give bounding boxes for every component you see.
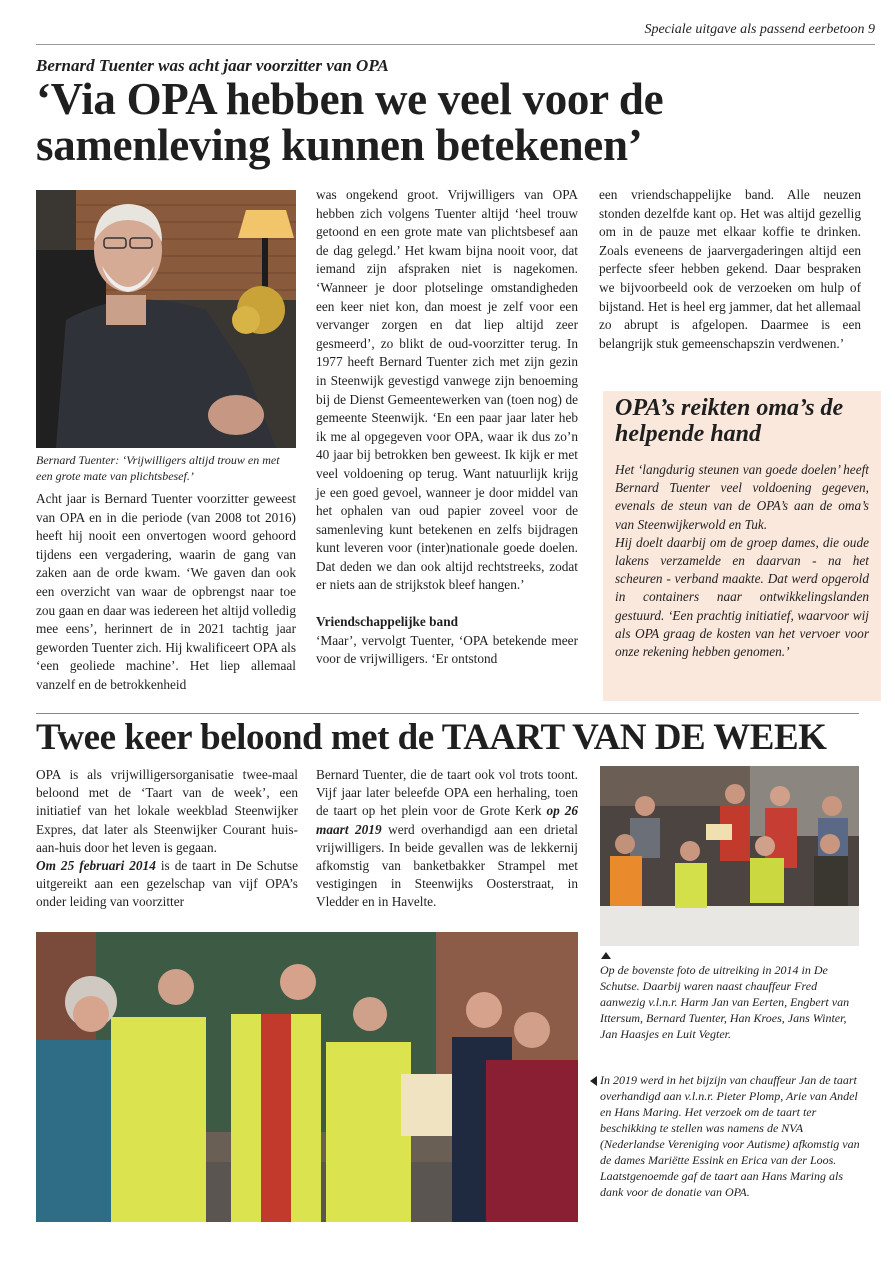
- page-label: Speciale uitgave als passend eerbetoon 9: [644, 22, 875, 37]
- caption-arrow-up-icon: [601, 952, 611, 959]
- group-photo-2014: [600, 766, 859, 946]
- article2-column-1: [36, 766, 298, 912]
- article2-column-2: [316, 766, 578, 912]
- sidebar-text: [615, 461, 869, 661]
- portrait-caption: Bernard Tuenter: ‘Vrijwilligers altijd trouw en met een grote mate van plichtsbesef.’: [36, 453, 280, 483]
- article-column-3: [599, 186, 861, 353]
- subheading: Vriendschappelijke band: [316, 614, 458, 630]
- paragraph: een vriendschappelijke band. Alle neuzen stonden dezelfde kant op. Het was altijd gezellig om in de pauze met elkaar koffie te drinken. Zoals eveneens de jaarvergaderingen altijd een perfecte sfeer hebben gekend. Daar bespraken we bijvoorbeeld ook de verzoeken om hulp of bijstand. Het is heel erg jammer, dat het allemaal zo abrupt is afgelopen. Daarmee is een belangrijk stuk gemeenschapszin verdwenen.’: [599, 187, 861, 351]
- paragraph: was ongekend groot. Vrijwilligers van OPA hebben zich volgens Tuenter altijd ‘heel trouw getoond en een grote mate van plichtsbesef aan de dag gelegd.’ Het kwam bijna nooit voor, dat iemand zijn afspraken niet is nagekomen. ‘Wanneer je door plotselinge omstandigheden een keer niet kon, dan moest je zelf voor een vervanger zorgen en dat liep altijd zeer gesmeerd’, zo blikt de oud-voorzitter terug. In 1977 heeft Bernard Tuenter zich met zijn gezin in Steenwijk gevestigd vanwege zijn benoeming bij de Dienst Gemeentewerken van (toen nog) de gemeente Steenwijk. ‘En een paar jaar later heb ik me al opgegeven voor OPA, waar ik dus zo’n 40 jaar bij betrokken ben geweest. Ik kijk er met veel voldoening op terug. Want natuurlijk krijg je een goed gevoel, wanneer je door middel van het ophalen van oud papier zoveel voor de samenleving kunt betekenen en zelfs bijdragen kunt leveren voor (inter)nationale goede doelen. Dat deden we dan ook altijd rechtstreeks, zodat er niets aan de strijkstok bleef hangen.’: [316, 187, 578, 593]
- caption-photo-2019: In 2019 werd in het bijzijn van chauffeur Jan de taart overhandigd aan v.l.n.r. Pieter Plomp, Arie van Andel en Hans Maring. Het verzoek om de taart ter beschikking te stellen was namens de NVA (Nederlandse Vereniging voor Autisme) afkomstig van de dames Mariëtte Essink en Erica van der Loos. Laatstgenoemde gaf de taart aan Hans Maring als dank voor de donatie van OPA.: [600, 1073, 860, 1199]
- paragraph: OPA is als vrijwilligersorganisatie twee-maal beloond met de ‘Taart van de week’, een initiatief van het lokale weekblad Steenwijker Expres, dat later als Steenwijker Courant huis-aan-huis door het leven is gegaan.: [36, 767, 298, 855]
- paragraph: werd overhandigd aan een drietal vrijwilligers. In beide gevallen was de lekkernij afkomstig van banketbakker Strampel met vestigingen in Steenwijks Oosterstraat, in Vledder en in Havelte.: [316, 821, 578, 910]
- caption-photo-2014: Op de bovenste foto de uitreiking in 2014 in De Schutse. Daarbij waren naast chauffeur Fred aanwezig v.l.n.r. Harm Jan van Eerten, Engbert van Ittersum, Bernard Tuenter, Han Kroes, Jans Winter, Jan Haasjes en Luit Vegter.: [600, 963, 850, 1041]
- article-headline: ‘Via OPA hebben we veel voor de samenleving kunnen betekenen’: [36, 74, 664, 170]
- date-highlight: op 26 maart 2019: [316, 803, 578, 837]
- sidebar-box: [603, 391, 881, 701]
- paragraph: Acht jaar is Bernard Tuenter voorzitter geweest van OPA en in die periode (van 2008 tot 2016) heeft hij nooit een onvertogen woord gehoord tijdens een vergadering, waarin de gang van zaken aan de orde kwam. ‘We gaven dan ook een overzicht van waar de opbrengst naar toe zou gaan en daar was iedereen het altijd volledig mee eens’, herinnert de in 2021 tachtig jaar geworden Tuenter zich. Hij kwalificeert OPA als ‘een geoliede machine’. Het liep allemaal vanzelf en de betrokkenheid: [36, 491, 296, 692]
- article-column-1: [36, 490, 296, 695]
- sidebar-paragraph-1: Het ‘langdurig steunen van goede doelen’ heeft Bernard Tuenter veel voldoening gegeven, evenals de steun van de OPA’s aan de oma’s van Steenwijkerwold en Tuk.: [615, 462, 869, 532]
- portrait-photo: [36, 190, 296, 448]
- page-header: [36, 14, 875, 45]
- caption-arrow-left-icon: [590, 1076, 597, 1086]
- sidebar-title: OPA’s reikten oma’s de helpende hand: [615, 395, 844, 447]
- paragraph: Bernard Tuenter, die de taart ook vol trots toont. Vijf jaar later beleefde OPA een herhaling, toen de taart op het plein voor de Grote Kerk: [316, 767, 578, 819]
- paragraph: is de taart in De Schutse uitgereikt aan een gezelschap van vijf OPA’s onder leiding van voorzitter: [36, 858, 299, 910]
- article-column-2: [316, 186, 578, 669]
- group-photo-2019: [36, 932, 578, 1222]
- sidebar-paragraph-2: Hij doelt daarbij om de groep dames, die oude lakens verzamelde en daarvan - na het scheuren - verband maakte. Dat werd opgerold in containers naar ontwikkelingslanden gestuurd. ‘Een prachtig initiatief, waarvoor wij als OPA graag de kosten van het vervoer voor onze rekening hebben genomen.’: [615, 534, 869, 660]
- article-kicker: Bernard Tuenter was acht jaar voorzitter van OPA: [36, 56, 389, 75]
- paragraph: ‘Maar’, vervolgt Tuenter, ‘OPA betekende meer voor de vrijwilligers. ‘Er ontstond: [316, 632, 578, 667]
- date-highlight: Om 25 februari 2014: [36, 858, 156, 874]
- article2-headline: Twee keer beloond met de TAART VAN DE WEEK: [36, 717, 827, 758]
